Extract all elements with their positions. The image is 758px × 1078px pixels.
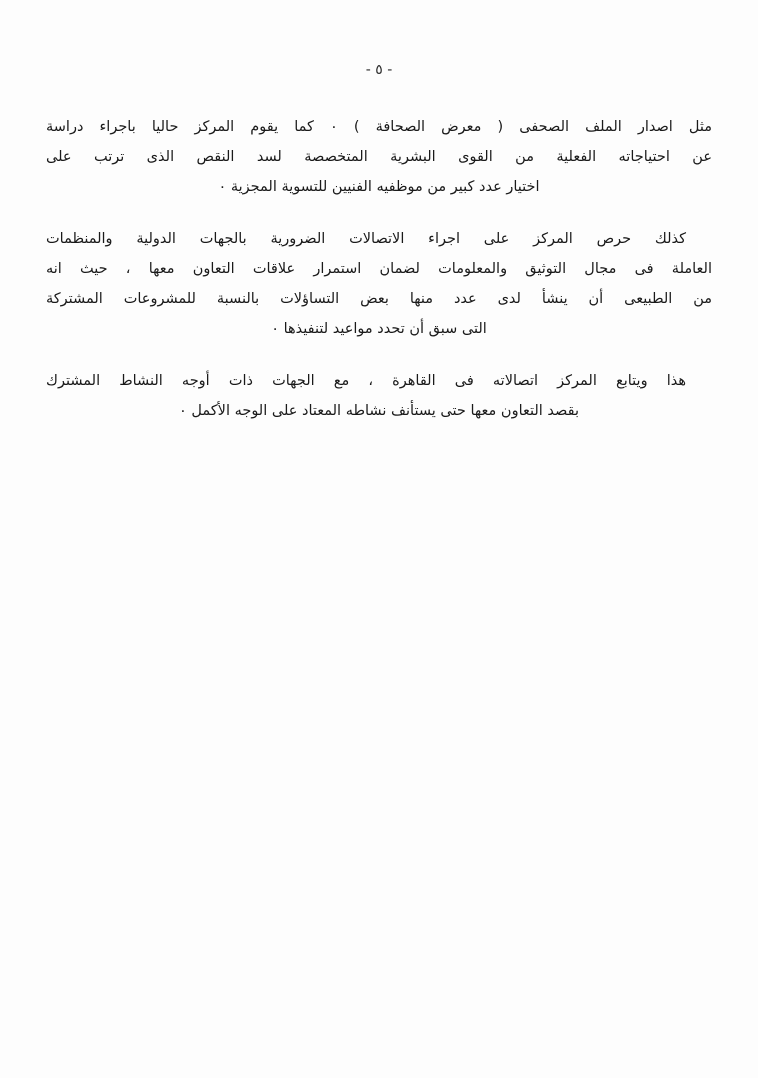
text-line: بقصد التعاون معها حتى يستأنف نشاطه المعتاد على الوجه الأكمل ٠	[179, 403, 579, 419]
paragraph-1	[46, 112, 712, 202]
page-number: - ٥ -	[365, 62, 393, 78]
text-line: مثل اصدار الملف الصحفى ( معرض الصحافة ) ٠ كما يقوم المركز حاليا باجراء دراسة	[46, 119, 713, 135]
text-line: التى سبق أن تحدد مواعيد لتنفيذها ٠	[271, 321, 487, 337]
text-line: اختيار عدد كبير من موظفيه الفنيين للتسوية المجزية ٠	[218, 179, 540, 195]
text-line: عن احتياجاته الفعلية من القوى البشرية المتخصصة لسد النقص الذى ترتب على	[46, 149, 712, 165]
text-line: العاملة فى مجال التوثيق والمعلومات لضمان استمرار علاقات التعاون معها ، حيث انه	[46, 261, 712, 277]
text-line: كذلك حرص المركز على اجراء الاتصالات الضرورية بالجهات الدولية والمنظمات	[46, 231, 686, 247]
text-line: هذا ويتابع المركز اتصالاته فى القاهرة ، مع الجهات ذات أوجه النشاط المشترك	[46, 373, 686, 389]
text-line: من الطبيعى أن ينشأ لدى عدد منها بعض التساؤلات بالنسبة للمشروعات المشتركة	[46, 291, 712, 307]
paragraph-2	[46, 224, 712, 344]
document-body	[46, 112, 712, 448]
paragraph-3	[46, 366, 712, 426]
